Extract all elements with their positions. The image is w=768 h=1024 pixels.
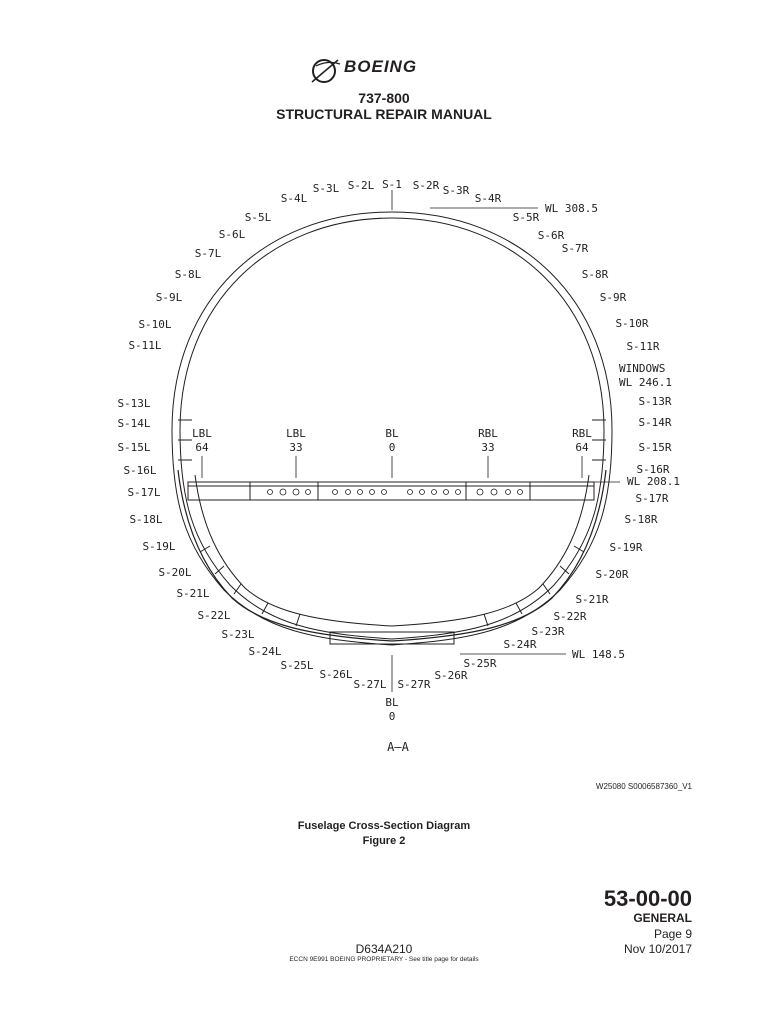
stringer-label: S-27L bbox=[353, 678, 387, 691]
stringer-label: S-26L bbox=[319, 668, 353, 681]
page-number: Page 9 bbox=[653, 927, 692, 941]
revision-date: Nov 10/2017 bbox=[623, 942, 692, 956]
stringer-label: S-6R bbox=[537, 229, 565, 242]
stringer-label: S-20R bbox=[595, 568, 629, 581]
section-view-label: A—A bbox=[387, 740, 409, 754]
brand-wordmark: BOEING bbox=[344, 57, 418, 76]
buttline-label: LBL bbox=[192, 427, 212, 440]
stringer-label: S-10R bbox=[615, 317, 649, 330]
buttline-value: 0 bbox=[388, 710, 396, 723]
stringer-label: S-4L bbox=[280, 192, 308, 205]
stringer-label: S-15R bbox=[638, 441, 672, 454]
stringer-label: S-27R bbox=[397, 678, 431, 691]
stringer-label: S-11R bbox=[626, 340, 660, 353]
stringer-label: S-24R bbox=[503, 638, 537, 651]
stringer-label: S-20L bbox=[158, 566, 192, 579]
figure-number: Figure 2 bbox=[362, 835, 406, 847]
stringer-label: S-7L bbox=[194, 247, 222, 260]
stringer-label: S-14R bbox=[638, 416, 672, 429]
buttline-value: 33 bbox=[481, 441, 495, 454]
left-stringer-labels bbox=[117, 178, 402, 691]
buttline-label: RBL bbox=[478, 427, 498, 440]
stringer-label: S-3R bbox=[442, 184, 470, 197]
waterline-floor-label: WL 208.1 bbox=[627, 475, 680, 488]
stringer-label: S-21R bbox=[575, 593, 609, 606]
stringer-label: S-8L bbox=[174, 268, 202, 281]
stringer-label: S-10L bbox=[138, 318, 172, 331]
buttline-value: 64 bbox=[575, 441, 589, 454]
stringer-label: S-9L bbox=[155, 291, 183, 304]
buttline-label: BL bbox=[385, 696, 399, 709]
stringer-label: S-16L bbox=[123, 464, 157, 477]
stringer-label: S-5L bbox=[244, 211, 272, 224]
stringer-label: S-19L bbox=[142, 540, 176, 553]
stringer-label: S-4R bbox=[474, 192, 502, 205]
stringer-label: S-19R bbox=[609, 541, 643, 554]
buttline-label: RBL bbox=[572, 427, 592, 440]
stringer-label: S-23L bbox=[221, 628, 255, 641]
buttline-value: 64 bbox=[195, 441, 209, 454]
stringer-label: S-11L bbox=[128, 339, 162, 352]
right-stringer-labels bbox=[397, 179, 671, 691]
stringer-label: S-17L bbox=[127, 486, 161, 499]
model-title: 737-800 bbox=[358, 90, 410, 106]
waterline-top-label: WL 308.5 bbox=[545, 202, 598, 215]
stringer-label: S-21L bbox=[176, 587, 210, 600]
stringer-label: S-2L bbox=[347, 179, 375, 192]
document-number: D634A210 bbox=[355, 942, 413, 956]
waterline-bottom-label: WL 148.5 bbox=[572, 648, 625, 661]
stringer-label: S-17R bbox=[635, 492, 669, 505]
stringer-label: S-15L bbox=[117, 441, 151, 454]
stringer-label: S-6L bbox=[218, 228, 246, 241]
stringer-label: S-23R bbox=[531, 625, 565, 638]
stringer-label: S-8R bbox=[581, 268, 609, 281]
stringer-label: S-26R bbox=[434, 669, 468, 682]
eccn-notice: ECCN 9E991 BOEING PROPRIETARY - See title page for details bbox=[289, 956, 479, 963]
stringer-label: S-22R bbox=[553, 610, 587, 623]
section-subject: GENERAL bbox=[633, 911, 692, 925]
windows-label: WINDOWS bbox=[619, 362, 666, 375]
stringer-label: S-3L bbox=[312, 182, 340, 195]
stringer-label: S-1 bbox=[382, 178, 402, 191]
stringer-label: S-24L bbox=[248, 645, 282, 658]
figure-caption: Fuselage Cross-Section Diagram bbox=[297, 820, 471, 832]
manual-title: STRUCTURAL REPAIR MANUAL bbox=[276, 106, 492, 122]
stringer-label: S-14L bbox=[117, 417, 151, 430]
buttline-value: 33 bbox=[289, 441, 303, 454]
buttline-label: BL bbox=[385, 427, 399, 440]
stringer-label: S-2R bbox=[412, 179, 440, 192]
figure-reference: W25080 S0006587360_V1 bbox=[595, 782, 692, 791]
stringer-label: S-25L bbox=[280, 659, 314, 672]
section-number: 53-00-00 bbox=[603, 886, 692, 911]
stringer-label: S-5R bbox=[512, 211, 540, 224]
stringer-label: S-18R bbox=[624, 513, 658, 526]
buttline-label: LBL bbox=[286, 427, 306, 440]
stringer-label: S-22L bbox=[197, 609, 231, 622]
stringer-label: S-25R bbox=[463, 657, 497, 670]
buttline-value: 0 bbox=[388, 441, 396, 454]
stringer-label: S-9R bbox=[599, 291, 627, 304]
waterline-windows-label: WL 246.1 bbox=[619, 376, 672, 389]
stringer-label: S-13R bbox=[638, 395, 672, 408]
stringer-label: S-13L bbox=[117, 397, 151, 410]
stringer-label: S-7R bbox=[561, 242, 589, 255]
stringer-label: S-18L bbox=[129, 513, 163, 526]
stringer-label: S-16R bbox=[636, 463, 670, 476]
floor-beam bbox=[188, 482, 594, 500]
